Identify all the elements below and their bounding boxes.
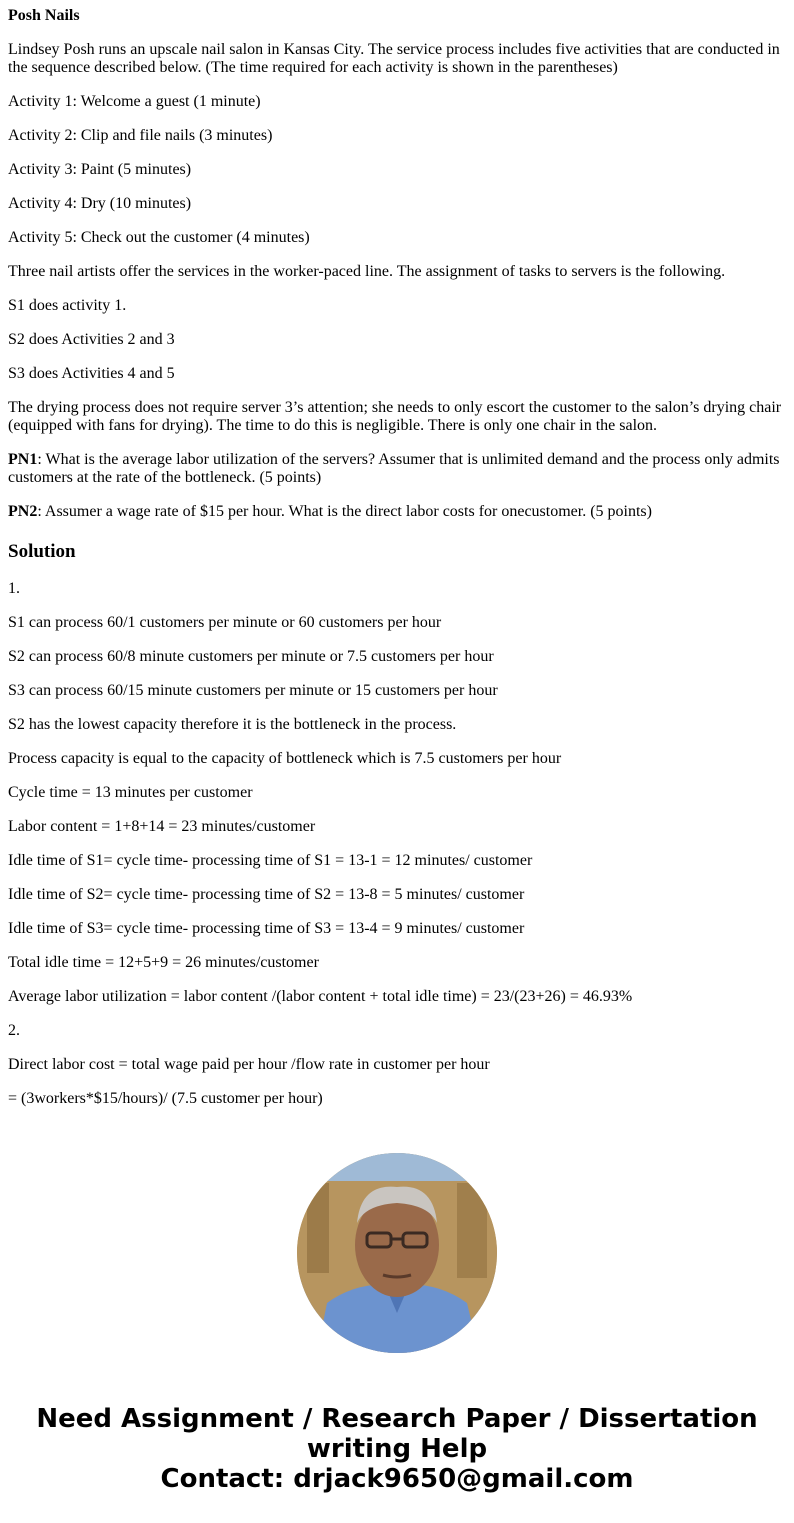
question-pn1 [8,451,786,487]
pn2-text: : Assumer a wage rate of $15 per hour. What is the direct labor costs for onecustomer. (5 points) [37,503,652,520]
solution-line: 1. [8,580,20,597]
solution-line: Direct labor cost = total wage paid per hour /flow rate in customer per hour [8,1056,490,1073]
drying-note: The drying process does not require server 3’s attention; she needs to only escort the customer to the salon’s drying chair (equipped with fans for drying). The time to do this is negligible. There is only one chair in the salon. [8,399,782,434]
solution-line: Idle time of S3= cycle time- processing time of S3 = 13-4 = 9 minutes/ customer [8,920,525,937]
solution-line: = (3workers*$15/hours)/ (7.5 customer per hour) [8,1090,323,1107]
pn2-label: PN2 [8,503,38,520]
solution-line: 2. [8,1022,20,1039]
assignment-s2: S2 does Activities 2 and 3 [8,331,175,348]
promo-line-1: Need Assignment / Research Paper / Dissertation [36,1404,758,1434]
solution-line: Total idle time = 12+5+9 = 26 minutes/customer [8,954,319,971]
solution-line: Labor content = 1+8+14 = 23 minutes/customer [8,818,316,835]
pn1-text: : What is the average labor utilization of the servers? Assumer that is unlimited demand and the process only admits customers at the rate of the bottleneck. (5 points) [8,451,780,486]
line-description: Three nail artists offer the services in the worker-paced line. The assignment of tasks to servers is the following. [8,263,726,280]
activity-4: Activity 4: Dry (10 minutes) [8,195,192,212]
promo-line-2: writing Help [306,1434,488,1464]
solution-line: Average labor utilization = labor content /(labor content + total idle time) = 23/(23+26) = 46.93% [8,988,633,1005]
question-pn2 [8,503,786,521]
author-portrait-image [297,1153,497,1353]
activity-5: Activity 5: Check out the customer (4 minutes) [8,229,310,246]
doc-title: Posh Nails [8,7,80,24]
assignment-s1: S1 does activity 1. [8,297,127,314]
promo-banner [0,1404,794,1494]
activity-2: Activity 2: Clip and file nails (3 minutes) [8,127,273,144]
solution-line: Process capacity is equal to the capacity of bottleneck which is 7.5 customers per hour [8,750,562,767]
solution-line: Idle time of S1= cycle time- processing time of S1 = 13-1 = 12 minutes/ customer [8,852,533,869]
solution-heading: Solution [8,541,76,562]
assignment-s3: S3 does Activities 4 and 5 [8,365,175,382]
activity-1: Activity 1: Welcome a guest (1 minute) [8,93,261,110]
solution-line: Idle time of S2= cycle time- processing time of S2 = 13-8 = 5 minutes/ customer [8,886,525,903]
solution-line: S2 has the lowest capacity therefore it is the bottleneck in the process. [8,716,457,733]
author-avatar [297,1153,497,1353]
solution-line: Cycle time = 13 minutes per customer [8,784,253,801]
promo-contact: Contact: drjack9650@gmail.com [160,1464,634,1494]
pn1-label: PN1 [8,451,38,468]
solution-line: S1 can process 60/1 customers per minute or 60 customers per hour [8,614,442,631]
solution-line: S2 can process 60/8 minute customers per minute or 7.5 customers per hour [8,648,494,665]
activity-3: Activity 3: Paint (5 minutes) [8,161,192,178]
solution-line: S3 can process 60/15 minute customers per minute or 15 customers per hour [8,682,498,699]
intro-paragraph: Lindsey Posh runs an upscale nail salon in Kansas City. The service process includes five activities that are conducted in the sequence described below. (The time required for each activity is shown in the parentheses) [8,41,780,76]
